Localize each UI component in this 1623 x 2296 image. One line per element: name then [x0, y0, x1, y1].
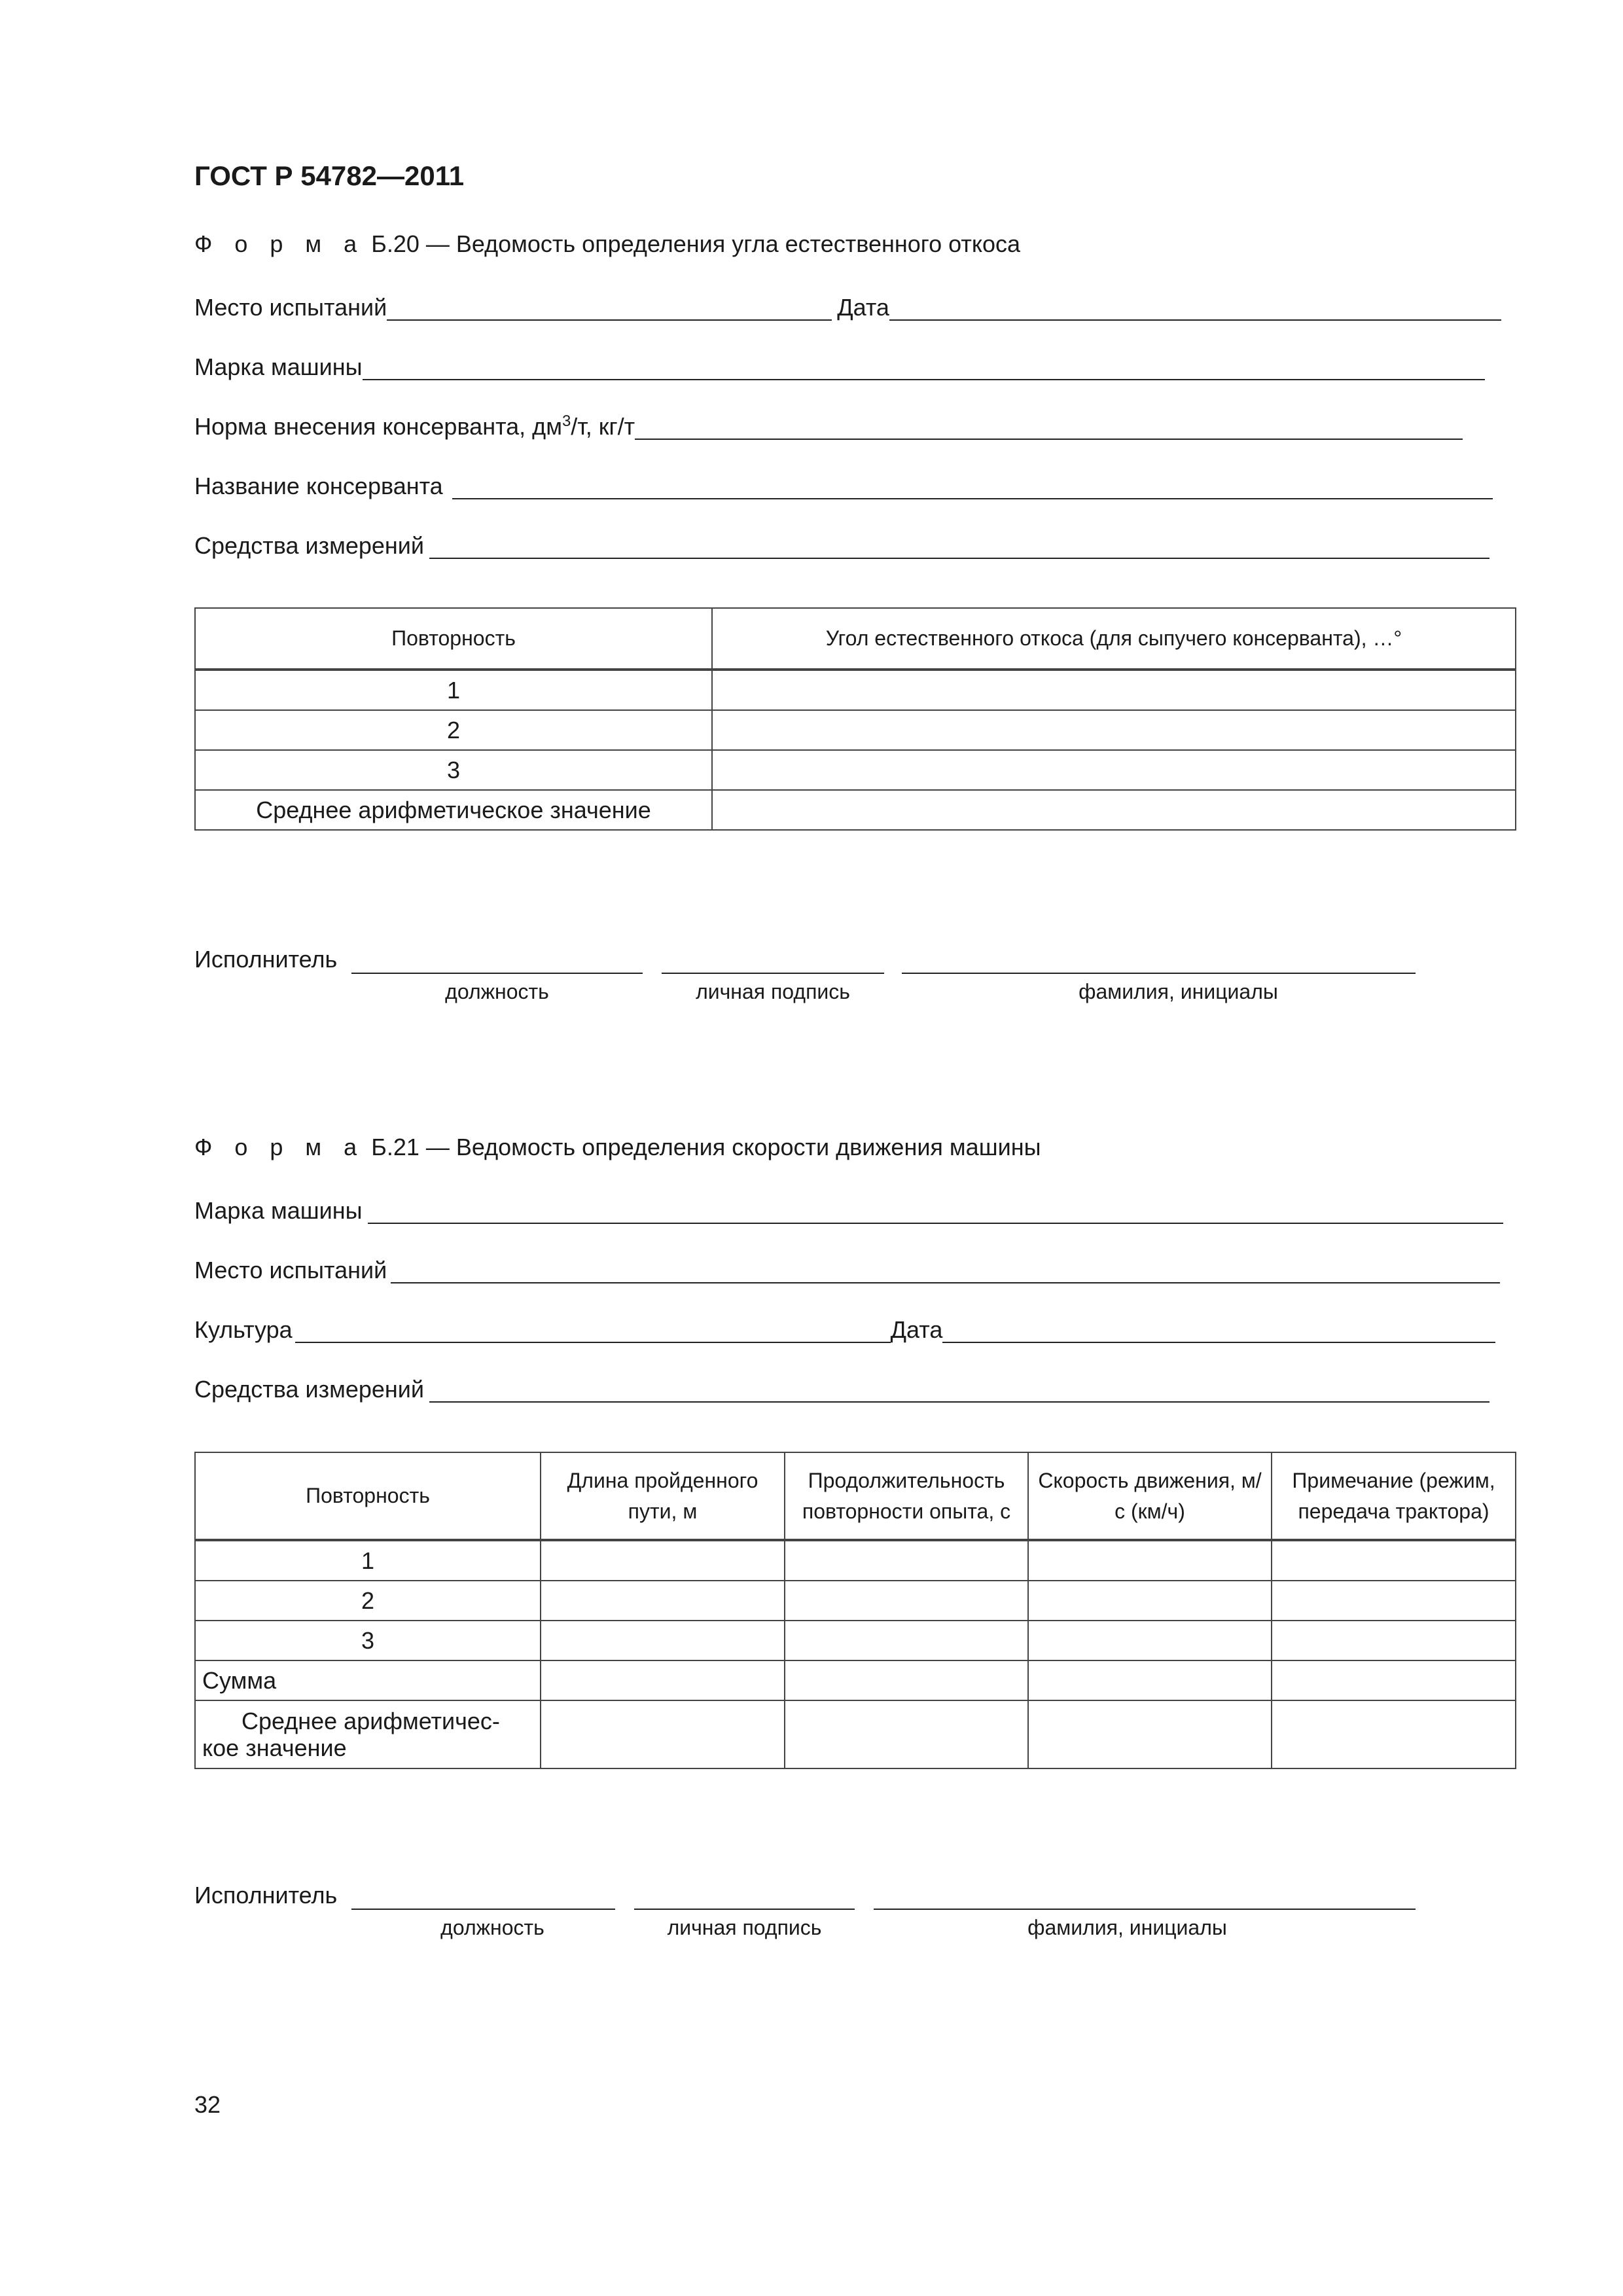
form-b21-signature-line[interactable]: [634, 1909, 855, 1910]
form-b21-crop-label: Культура: [194, 1316, 293, 1343]
form-b20-row-1-label: 1: [195, 670, 712, 710]
table-cell[interactable]: [1028, 1581, 1272, 1621]
form-b21-row-mean-line1: Среднее арифметичес-: [241, 1707, 500, 1734]
form-b21-crop-line[interactable]: [295, 1341, 891, 1343]
form-b20-test-place-line[interactable]: [387, 319, 832, 321]
form-b21-name-line[interactable]: [874, 1909, 1416, 1910]
form-b20-row-mean-value[interactable]: [712, 790, 1516, 830]
form-b20-norm-prefix: Норма внесения консерванта, дм: [194, 413, 562, 440]
form-b21-tools-label: Средства измерений: [194, 1376, 425, 1403]
form-b20-norm-row: [194, 410, 1463, 441]
form-b20-row-1-value[interactable]: [712, 670, 1516, 710]
table-cell[interactable]: [1028, 1621, 1272, 1660]
table-row: [195, 670, 1516, 710]
form-b20-header-repetition: Повторность: [195, 608, 712, 670]
form-b20-row-2-value[interactable]: [712, 710, 1516, 750]
table-row: [195, 790, 1516, 830]
form-b20-preservative-row: [194, 469, 1493, 501]
form-b21-position-line[interactable]: [351, 1909, 615, 1910]
table-cell[interactable]: [1028, 1700, 1272, 1768]
form-b21-row-3-label: 3: [195, 1621, 541, 1660]
table-cell[interactable]: [785, 1700, 1028, 1768]
form-b20-table: [194, 607, 1516, 831]
form-b21-prefix: Ф о р м а: [194, 1134, 365, 1160]
form-b21-test-place-label: Место испытаний: [194, 1257, 387, 1283]
table-cell[interactable]: [541, 1540, 785, 1581]
form-b21-table-header: [195, 1452, 1516, 1540]
form-b20-name-line[interactable]: [902, 973, 1416, 974]
form-b20-signature-caption: личная подпись: [696, 980, 850, 1003]
form-b21-date-line[interactable]: [942, 1341, 1495, 1343]
form-b21-row-1-label: 1: [195, 1540, 541, 1581]
form-b20-preservative-line[interactable]: [452, 497, 1493, 499]
form-b21-row-2-label: 2: [195, 1581, 541, 1621]
document-code: ГОСТ Р 54782—2011: [194, 160, 465, 191]
form-b21-machine-line[interactable]: [368, 1222, 1503, 1224]
form-b21-header-distance: Длина пройденного пути, м: [541, 1452, 785, 1540]
form-b21-machine-label: Марка машины: [194, 1197, 363, 1224]
table-cell[interactable]: [785, 1540, 1028, 1581]
table-cell[interactable]: [1272, 1540, 1516, 1581]
form-b21-test-place-row: [194, 1253, 1500, 1285]
form-b20-row-2-label: 2: [195, 710, 712, 750]
form-b20-tools-row: [194, 529, 1489, 560]
table-row: [195, 710, 1516, 750]
page-number: 32: [194, 2091, 221, 2118]
form-b20-header-angle: Угол естественного откоса (для сыпучего консерванта), …°: [712, 608, 1516, 670]
table-cell[interactable]: [785, 1621, 1028, 1660]
table-row: [195, 1621, 1516, 1660]
form-b20-title: [194, 230, 1020, 258]
table-row: [195, 1540, 1516, 1581]
form-b21-header-duration: Продолжительность повторности опыта, с: [785, 1452, 1028, 1540]
table-row: [195, 750, 1516, 790]
table-cell[interactable]: [785, 1660, 1028, 1700]
form-b20-row-mean-label: Среднее арифметическое значение: [195, 790, 712, 830]
table-row: [195, 1700, 1516, 1768]
form-b21-signature-caption: личная подпись: [667, 1916, 822, 1939]
form-b21-header-repetition: Повторность: [195, 1452, 541, 1540]
table-row: [195, 1581, 1516, 1621]
form-b21-test-place-line[interactable]: [391, 1282, 1500, 1283]
form-b20-title-text: Б.20 — Ведомость определения угла естественного откоса: [365, 230, 1021, 257]
form-b21-date-label: Дата: [890, 1316, 943, 1343]
form-b21-row-sum-label: Сумма: [195, 1660, 541, 1700]
table-cell[interactable]: [785, 1581, 1028, 1621]
form-b21-row-mean-line2: кое значение: [202, 1734, 347, 1761]
form-b21-tools-line[interactable]: [429, 1401, 1489, 1403]
form-b20-date-line[interactable]: [889, 319, 1501, 321]
form-b21-row-mean-label: [195, 1700, 541, 1768]
form-b20-norm-suffix: /т, кг/т: [571, 413, 635, 440]
form-b21-name-caption: фамилия, инициалы: [1027, 1916, 1227, 1939]
form-b20-machine-line[interactable]: [363, 378, 1485, 380]
form-b20-test-place-label: Место испытаний: [194, 294, 387, 321]
form-b20-position-caption: должность: [445, 980, 549, 1003]
form-b20-row-3-label: 3: [195, 750, 712, 790]
table-cell[interactable]: [1028, 1540, 1272, 1581]
form-b21-position-caption: должность: [440, 1916, 544, 1939]
form-b20-machine-row: [194, 350, 1485, 382]
form-b20-name-caption: фамилия, инициалы: [1079, 980, 1278, 1003]
form-b20-tools-line[interactable]: [429, 557, 1489, 559]
table-row: [195, 1660, 1516, 1700]
form-b21-title: [194, 1134, 1041, 1161]
table-cell[interactable]: [541, 1700, 785, 1768]
form-b21-executor-label: Исполнитель: [194, 1882, 338, 1909]
form-b20-date-label: Дата: [837, 294, 889, 321]
form-b20-position-line[interactable]: [351, 973, 643, 974]
form-b20-machine-label: Марка машины: [194, 353, 363, 380]
form-b20-executor-label: Исполнитель: [194, 946, 338, 973]
form-b20-norm-line[interactable]: [635, 438, 1463, 440]
table-cell[interactable]: [1272, 1700, 1516, 1768]
table-cell[interactable]: [541, 1660, 785, 1700]
form-b20-norm-label: [194, 414, 635, 441]
form-b20-test-place-row: [194, 291, 1501, 322]
form-b21-tools-row: [194, 1372, 1489, 1404]
table-cell[interactable]: [1272, 1660, 1516, 1700]
form-b20-prefix: Ф о р м а: [194, 230, 365, 257]
form-b20-row-3-value[interactable]: [712, 750, 1516, 790]
form-b21-table: [194, 1452, 1516, 1769]
form-b20-signature-line[interactable]: [662, 973, 884, 974]
table-cell[interactable]: [541, 1621, 785, 1660]
form-b20-table-header: [195, 608, 1516, 670]
table-cell[interactable]: [1272, 1621, 1516, 1660]
form-b20-norm-sup: 3: [562, 412, 571, 430]
table-cell[interactable]: [1272, 1581, 1516, 1621]
form-b21-header-note: Примечание (режим, передача трактора): [1272, 1452, 1516, 1540]
form-b21-title-text: Б.21 — Ведомость определения скорости движения машины: [365, 1134, 1041, 1160]
table-cell[interactable]: [1028, 1660, 1272, 1700]
form-b20-tools-label: Средства измерений: [194, 532, 425, 559]
form-b21-crop-row: [194, 1313, 1495, 1344]
form-b20-preservative-label: Название консерванта: [194, 473, 443, 499]
form-b21-header-speed: Скорость движения, м/с (км/ч): [1028, 1452, 1272, 1540]
form-b21-machine-row: [194, 1194, 1503, 1225]
table-cell[interactable]: [541, 1581, 785, 1621]
